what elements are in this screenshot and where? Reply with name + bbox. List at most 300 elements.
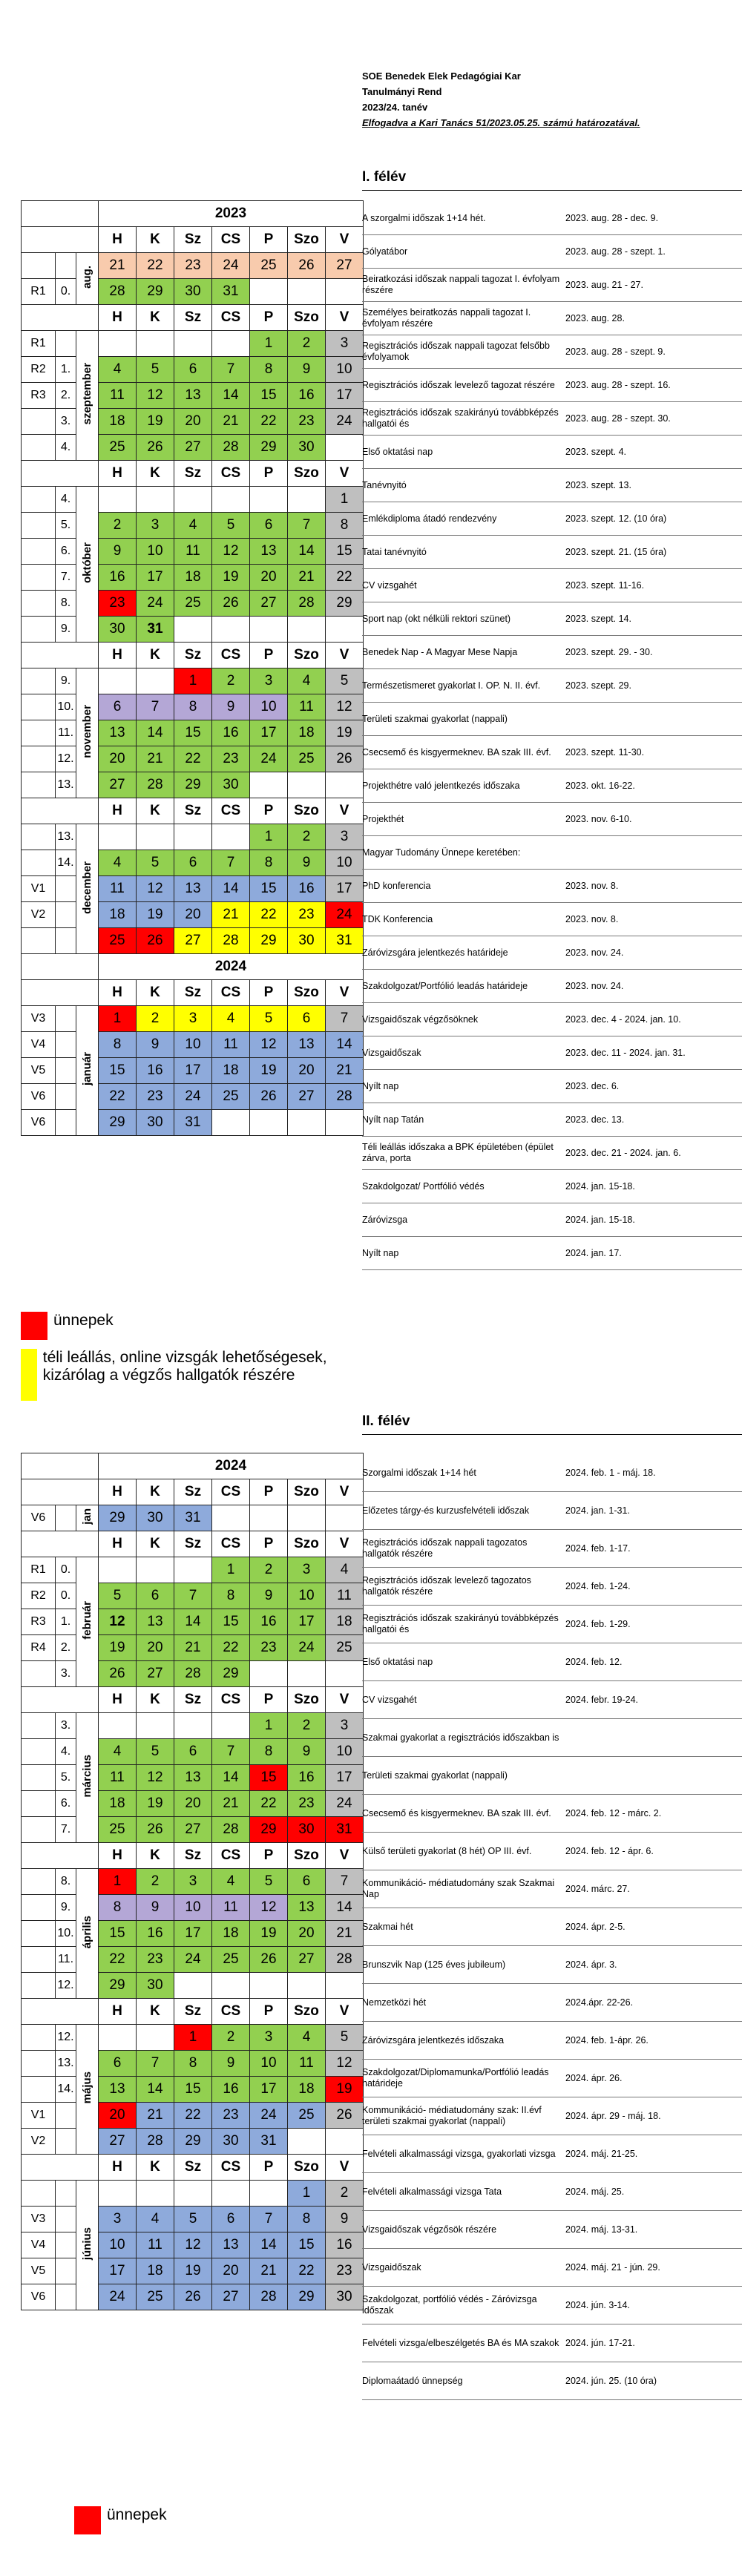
weekday-header: K	[137, 1687, 174, 1713]
calendar-day: 12	[137, 383, 174, 409]
week-number: 0.	[56, 279, 76, 305]
calendar-day: 27	[174, 928, 212, 954]
event-row	[362, 1492, 742, 1530]
weekday-header: H	[99, 1531, 137, 1557]
weekday-header: Szo	[288, 1999, 326, 2025]
week-number: 13.	[56, 2051, 76, 2077]
event-row	[362, 302, 742, 335]
event-row	[362, 1984, 742, 2022]
week-number: 12.	[56, 2025, 76, 2051]
weekday-header: H	[99, 1999, 137, 2025]
event-date: 2023. szept. 11-30.	[565, 747, 645, 758]
red-swatch	[21, 1312, 47, 1340]
month-label	[76, 824, 99, 954]
calendar-day: 19	[174, 2258, 212, 2284]
weekday-header: V	[326, 2155, 364, 2181]
period-label: R1	[22, 331, 56, 357]
weekday-header: Sz	[174, 643, 212, 668]
calendar-day: 16	[137, 1921, 174, 1947]
calendar-day: 7	[250, 2207, 288, 2232]
week-number	[56, 1058, 76, 1084]
week-number: 4.	[56, 435, 76, 461]
calendar-day: 16	[288, 383, 326, 409]
calendar-day: 29	[174, 2129, 212, 2155]
weekday-header: H	[99, 798, 137, 824]
calendar-day: 15	[250, 1765, 288, 1791]
calendar-day: 9	[212, 694, 250, 720]
calendar-day: 7	[326, 1869, 364, 1895]
event-title: Természetismeret gyakorlat I. OP. N. II. évf.	[362, 680, 541, 691]
month-name: jan	[81, 1508, 93, 1525]
calendar-day: 26	[288, 253, 326, 279]
calendar-day: 22	[99, 1084, 137, 1110]
calendar-day: 3	[250, 2025, 288, 2051]
weekday-header: K	[137, 1843, 174, 1869]
empty-day	[99, 668, 137, 694]
event-date: 2023. aug. 21 - 27.	[565, 280, 643, 290]
calendar-day: 21	[212, 1791, 250, 1817]
week-number: 10.	[56, 694, 76, 720]
event-title: Vizsgaidőszak	[362, 2261, 421, 2273]
weekday-header: Szo	[288, 1687, 326, 1713]
event-date: 2023. nov. 8.	[565, 914, 619, 924]
calendar-day: 19	[326, 2077, 364, 2103]
event-row	[362, 536, 742, 569]
calendar-day: 24	[326, 409, 364, 435]
event-date: 2023. szept. 21. (15 óra)	[565, 547, 667, 557]
calendar-day: 2	[288, 824, 326, 850]
calendar-day: 16	[212, 720, 250, 746]
calendar-day: 25	[288, 2103, 326, 2129]
calendar-day: 19	[137, 902, 174, 928]
calendar-day: 31	[326, 1817, 364, 1843]
calendar-day: 20	[137, 1635, 174, 1661]
week-number: 10.	[56, 1921, 76, 1947]
event-title: Nyílt nap Tatán	[362, 1114, 424, 1125]
calendar-day: 12	[212, 539, 250, 565]
month-name: március	[81, 1755, 93, 1798]
calendar-day: 14	[212, 383, 250, 409]
calendar-day: 28	[250, 2284, 288, 2310]
event-row	[362, 2324, 742, 2362]
calendar-day: 4	[137, 2207, 174, 2232]
calendar-day: 14	[250, 2232, 288, 2258]
event-date: 2023. aug. 28 - szept. 16.	[565, 380, 671, 390]
week-number: 7.	[56, 565, 76, 591]
calendar-day: 7	[288, 513, 326, 539]
year-label: 2024	[99, 954, 364, 980]
week-number	[56, 902, 76, 928]
calendar-day: 8	[174, 694, 212, 720]
event-row	[362, 2097, 742, 2135]
calendar-day: 13	[99, 720, 137, 746]
period-label	[22, 720, 56, 746]
calendar-day: 30	[288, 1817, 326, 1843]
period-label	[22, 513, 56, 539]
week-number	[56, 1032, 76, 1058]
week-number: 7.	[56, 1817, 76, 1843]
week-number: 3.	[56, 1713, 76, 1739]
calendar-semester-2	[21, 1453, 364, 2310]
calendar-day: 23	[137, 1947, 174, 1973]
calendar-day: 5	[326, 668, 364, 694]
event-title: Téli leállás időszaka a BPK épületében (épület zárva, porta	[362, 1142, 554, 1163]
calendar-semester-1	[21, 200, 364, 1136]
event-date: 2023. dec. 4 - 2024. jan. 10.	[565, 1014, 681, 1025]
calendar-day: 4	[326, 1557, 364, 1583]
calendar-day: 16	[137, 1058, 174, 1084]
empty-day	[174, 331, 212, 357]
calendar-day: 3	[99, 2207, 137, 2232]
calendar-day: 22	[250, 409, 288, 435]
event-title: Záróvizsga	[362, 1214, 408, 1225]
calendar-day: 5	[212, 513, 250, 539]
calendar-day: 21	[326, 1921, 364, 1947]
event-row	[362, 1870, 742, 1908]
calendar-day: 25	[288, 746, 326, 772]
calendar-day: 8	[326, 513, 364, 539]
calendar-day: 17	[326, 876, 364, 902]
week-number: 3.	[56, 409, 76, 435]
calendar-day: 11	[212, 1032, 250, 1058]
event-title: Regisztrációs időszak nappali tagozat felsőbb évfolyamok	[362, 341, 550, 362]
calendar-day: 22	[212, 1635, 250, 1661]
empty-day	[174, 824, 212, 850]
weekday-header: H	[99, 2155, 137, 2181]
weekday-header: V	[326, 1687, 364, 1713]
calendar-day: 14	[137, 720, 174, 746]
calendar-day: 20	[174, 409, 212, 435]
calendar-day: 7	[174, 1583, 212, 1609]
week-number	[56, 2207, 76, 2232]
week-number: 2.	[56, 1635, 76, 1661]
weekday-header: Sz	[174, 2155, 212, 2181]
calendar-day: 7	[212, 357, 250, 383]
calendar-day: 9	[137, 1032, 174, 1058]
period-label: V6	[22, 1505, 56, 1531]
calendar-day: 5	[174, 2207, 212, 2232]
weekday-header: P	[250, 1999, 288, 2025]
calendar-day: 29	[99, 1110, 137, 1136]
empty-day	[212, 617, 250, 643]
event-row	[362, 602, 742, 636]
calendar-day: 28	[137, 772, 174, 798]
header-spacer	[22, 1687, 99, 1713]
empty-day	[174, 1557, 212, 1583]
header-spacer	[22, 643, 99, 668]
calendar-day: 10	[137, 539, 174, 565]
event-date: 2024. feb. 12 - márc. 2.	[565, 1808, 662, 1818]
month-label	[76, 668, 99, 798]
event-row	[362, 1946, 742, 1984]
event-date: 2023. nov. 8.	[565, 881, 619, 891]
calendar-day: 8	[99, 1895, 137, 1921]
period-label	[22, 668, 56, 694]
period-label	[22, 746, 56, 772]
weekday-header: V	[326, 1843, 364, 1869]
calendar-day: 19	[250, 1058, 288, 1084]
calendar-day: 8	[250, 850, 288, 876]
event-title: Gólyatábor	[362, 246, 408, 257]
calendar-day: 25	[250, 253, 288, 279]
calendar-day: 11	[99, 1765, 137, 1791]
event-title: CV vizsgahét	[362, 579, 417, 591]
period-label: R1	[22, 1557, 56, 1583]
event-row	[362, 636, 742, 669]
calendar-day: 15	[212, 1609, 250, 1635]
event-date: 2024. márc. 27.	[565, 1884, 630, 1894]
calendar-day: 18	[288, 2077, 326, 2103]
event-row	[362, 1568, 742, 1606]
event-row	[362, 402, 742, 436]
weekday-header: P	[250, 643, 288, 668]
month-name: november	[81, 705, 93, 758]
calendar-day: 6	[99, 694, 137, 720]
week-number: 4.	[56, 1739, 76, 1765]
event-title: Szakdolgozat/Portfólió leadás határideje	[362, 980, 528, 991]
weekday-header: V	[326, 305, 364, 331]
calendar-day: 3	[326, 1713, 364, 1739]
weekday-header: CS	[212, 227, 250, 253]
weekday-header: Sz	[174, 1479, 212, 1505]
empty-day	[137, 668, 174, 694]
calendar-day: 30	[212, 2129, 250, 2155]
calendar-day: 11	[99, 876, 137, 902]
calendar-day: 18	[99, 409, 137, 435]
period-label	[22, 487, 56, 513]
calendar-day: 27	[99, 772, 137, 798]
empty-day	[137, 331, 174, 357]
event-date: 2024. feb. 1-ápr. 26.	[565, 2035, 649, 2046]
calendar-day: 24	[174, 1084, 212, 1110]
calendar-day: 4	[174, 513, 212, 539]
header-spacer	[22, 305, 99, 331]
month-label	[76, 1505, 99, 1531]
calendar-day: 27	[212, 2284, 250, 2310]
calendar-day: 21	[137, 2103, 174, 2129]
calendar-day: 7	[137, 694, 174, 720]
calendar-day: 19	[212, 565, 250, 591]
weekday-header: K	[137, 227, 174, 253]
calendar-day: 9	[99, 539, 137, 565]
calendar-day: 10	[288, 1583, 326, 1609]
event-date: 2023. szept. 11-16.	[565, 580, 645, 591]
event-row	[362, 836, 742, 870]
calendar-day: 28	[212, 435, 250, 461]
event-date: 2024. jan. 1-31.	[565, 1505, 630, 1516]
event-date: 2024. ápr. 29 - máj. 18.	[565, 2111, 661, 2121]
weekday-header: Sz	[174, 461, 212, 487]
calendar-day: 8	[99, 1032, 137, 1058]
empty-day	[326, 279, 364, 305]
calendar-day: 16	[212, 2077, 250, 2103]
calendar-day: 27	[326, 253, 364, 279]
event-row	[362, 502, 742, 536]
calendar-day: 10	[250, 694, 288, 720]
period-label	[22, 1817, 56, 1843]
events-semester-2	[362, 1454, 742, 2400]
calendar-day: 23	[326, 2258, 364, 2284]
calendar-day: 18	[137, 2258, 174, 2284]
calendar-day: 13	[288, 1895, 326, 1921]
empty-day	[174, 2181, 212, 2207]
calendar-day: 21	[212, 902, 250, 928]
empty-day	[137, 2025, 174, 2051]
event-date: 2023. szept. 12. (10 óra)	[565, 513, 667, 524]
calendar-day: 25	[326, 1635, 364, 1661]
calendar-day: 15	[288, 2232, 326, 2258]
empty-day	[250, 2181, 288, 2207]
calendar-day: 12	[250, 1032, 288, 1058]
week-number: 11.	[56, 720, 76, 746]
calendar-day: 4	[212, 1006, 250, 1032]
calendar-day: 14	[212, 876, 250, 902]
calendar-day: 26	[250, 1947, 288, 1973]
calendar-day: 30	[212, 772, 250, 798]
period-label	[22, 435, 56, 461]
empty-day	[326, 435, 364, 461]
calendar-day: 6	[288, 1869, 326, 1895]
calendar-day: 11	[99, 383, 137, 409]
calendar-day: 31	[174, 1505, 212, 1531]
calendar-day: 20	[250, 565, 288, 591]
event-row	[362, 803, 742, 836]
calendar-day: 18	[288, 720, 326, 746]
month-name: szeptember	[81, 363, 93, 425]
event-title: Első oktatási nap	[362, 1656, 433, 1667]
calendar-day: 1	[288, 2181, 326, 2207]
empty-day	[174, 617, 212, 643]
calendar-day: 26	[212, 591, 250, 617]
event-date: 2023. aug. 28.	[565, 313, 625, 323]
event-title: Kommunikáció- médiatudomány szak Szakmai Nap	[362, 1878, 555, 1899]
event-title: Brunszvik Nap (125 éves jubileum)	[362, 1959, 506, 1970]
calendar-day: 30	[99, 617, 137, 643]
empty-day	[288, 1505, 326, 1531]
period-label: V4	[22, 1032, 56, 1058]
calendar-day: 21	[99, 253, 137, 279]
period-label: V3	[22, 2207, 56, 2232]
calendar-day: 20	[288, 1058, 326, 1084]
period-label	[22, 1869, 56, 1895]
calendar-day: 12	[174, 2232, 212, 2258]
event-row	[362, 569, 742, 602]
period-label: R2	[22, 357, 56, 383]
week-number: 6.	[56, 1791, 76, 1817]
weekday-header: K	[137, 305, 174, 331]
calendar-day: 14	[174, 1609, 212, 1635]
month-name: december	[81, 861, 93, 914]
month-label	[76, 2181, 99, 2310]
calendar-day: 11	[137, 2232, 174, 2258]
weekday-header: H	[99, 227, 137, 253]
empty-day	[212, 1973, 250, 1999]
period-label	[22, 565, 56, 591]
calendar-day: 1	[212, 1557, 250, 1583]
academic-year: 2023/24. tanév	[362, 102, 428, 113]
event-title: Regisztrációs időszak levelező tagozatos hallgatók részére	[362, 1575, 531, 1597]
calendar-day: 19	[137, 1791, 174, 1817]
event-title: Tatai tanévnyitó	[362, 546, 427, 557]
calendar-day: 19	[250, 1921, 288, 1947]
calendar-day: 22	[174, 2103, 212, 2129]
event-date: 2023. dec. 21 - 2024. jan. 6.	[565, 1148, 681, 1158]
calendar-day: 17	[137, 565, 174, 591]
event-row	[362, 2287, 742, 2324]
calendar-day: 30	[137, 1110, 174, 1136]
event-row	[362, 769, 742, 803]
week-number: 14.	[56, 850, 76, 876]
legend-winter-label: téli leállás, online vizsgák lehetőségesek, kizárólag a végzős hallgatók részére	[42, 1349, 327, 1384]
calendar-day: 21	[137, 746, 174, 772]
week-number: 8.	[56, 1869, 76, 1895]
event-row	[362, 235, 742, 269]
calendar-day: 12	[99, 1609, 137, 1635]
legend-winter	[21, 1349, 370, 1401]
calendar-day: 18	[99, 1791, 137, 1817]
calendar-day: 22	[174, 746, 212, 772]
empty-day	[137, 824, 174, 850]
calendar-day: 4	[99, 1739, 137, 1765]
weekday-header: CS	[212, 1479, 250, 1505]
weekday-header: P	[250, 1531, 288, 1557]
period-label	[22, 1713, 56, 1739]
period-label: V5	[22, 1058, 56, 1084]
period-label: V3	[22, 1006, 56, 1032]
empty-day	[326, 1505, 364, 1531]
week-number	[56, 2258, 76, 2284]
calendar-day: 17	[174, 1921, 212, 1947]
calendar-day: 31	[326, 928, 364, 954]
month-name: október	[81, 542, 93, 583]
period-label: R4	[22, 1635, 56, 1661]
calendar-day: 9	[288, 357, 326, 383]
calendar-day: 21	[288, 565, 326, 591]
week-number: 12.	[56, 746, 76, 772]
event-row	[362, 1719, 742, 1757]
calendar-day: 16	[326, 2232, 364, 2258]
month-label	[76, 2025, 99, 2155]
empty-day	[326, 772, 364, 798]
event-row	[362, 269, 742, 302]
event-row	[362, 1103, 742, 1137]
calendar-day: 7	[326, 1006, 364, 1032]
month-name: június	[81, 2227, 93, 2261]
calendar-day: 13	[250, 539, 288, 565]
event-date: 2023. dec. 6.	[565, 1081, 620, 1091]
calendar-day: 26	[250, 1084, 288, 1110]
header-spacer	[22, 1531, 99, 1557]
calendar-day: 30	[137, 1973, 174, 1999]
calendar-day: 12	[326, 2051, 364, 2077]
event-date: 2023. nov. 24.	[565, 947, 624, 958]
week-number: 14.	[56, 2077, 76, 2103]
event-title: Regisztrációs időszak szakirányú továbbképzés hallgatói és	[362, 1613, 559, 1634]
calendar-day: 3	[326, 331, 364, 357]
calendar-day: 11	[326, 1583, 364, 1609]
calendar-day: 1	[250, 331, 288, 357]
calendar-day: 26	[326, 2103, 364, 2129]
event-title: Magyar Tudomány Ünnepe keretében:	[362, 847, 521, 858]
institution-name: SOE Benedek Elek Pedagógiai Kar	[362, 70, 521, 82]
calendar-day: 29	[326, 591, 364, 617]
calendar-day: 28	[212, 928, 250, 954]
weekday-header: Sz	[174, 305, 212, 331]
calendar-day: 3	[288, 1557, 326, 1583]
calendar-day: 10	[326, 850, 364, 876]
calendar-day: 29	[250, 435, 288, 461]
calendar-day: 2	[288, 1713, 326, 1739]
